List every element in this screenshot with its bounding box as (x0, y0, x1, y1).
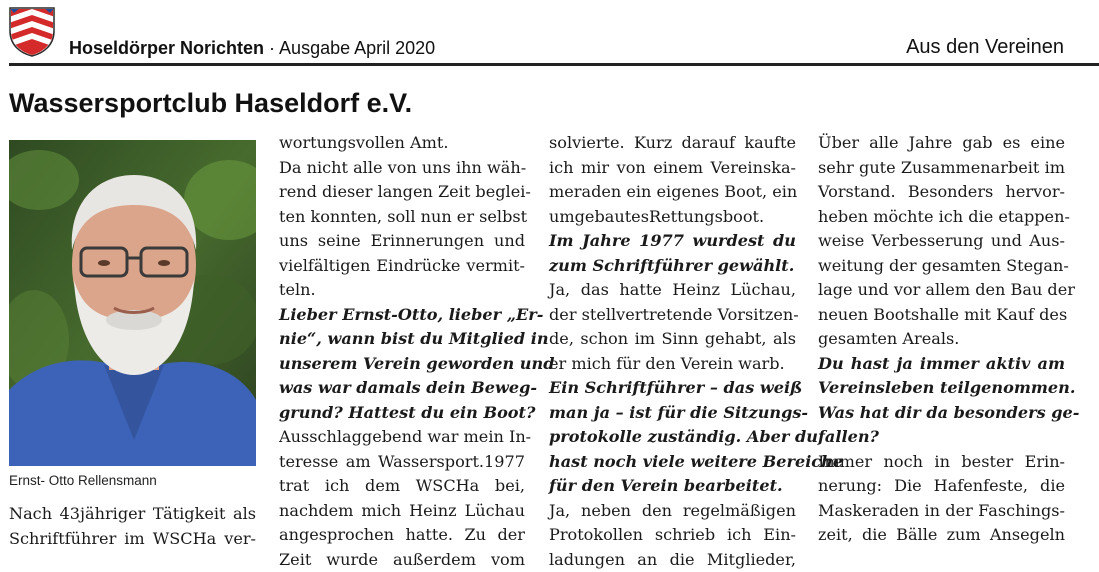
text-column-3 (549, 131, 796, 572)
article-text-line: Ja, das hatte Heinz Lüchau, (549, 278, 796, 303)
article-text-line: Ja, neben den regelmäßigen (549, 499, 796, 524)
article-text-line: er mich für den Verein warb. (549, 352, 796, 377)
interview-question-line: hast noch viele weitere Bereiche (549, 450, 796, 475)
article-text-line: Protokollen schrieb ich Ein- (549, 523, 796, 548)
article-text-line: Maskeraden in der Faschings- (818, 499, 1065, 524)
text-column-2 (279, 131, 525, 572)
coat-of-arms-logo (9, 7, 55, 57)
interview-question-line: Im Jahre 1977 wurdest du (549, 229, 796, 254)
article-text-line: weise Verbesserung und Aus- (818, 229, 1065, 254)
interview-question-line: zum Schriftführer gewählt. (549, 254, 796, 279)
header-separator: · (264, 38, 279, 58)
article-text-line: uns seine Erinnerungen und (279, 229, 525, 254)
issue-label: Ausgabe April 2020 (279, 38, 435, 58)
article-text-line: teresse am Wassersport.1977 (279, 450, 525, 475)
article-text-line: Ausschlaggebend war mein In- (279, 425, 525, 450)
section-label: Aus den Vereinen (906, 36, 1064, 59)
article-text-line: zeit, die Bälle zum Ansegeln (818, 523, 1065, 548)
article-text-line: wortungsvollen Amt. (279, 131, 525, 156)
article-text-line: ich mir von einem Vereinska- (549, 156, 796, 181)
article-text-line: der stellvertretende Vorsitzen- (549, 303, 796, 328)
publication-header (69, 38, 435, 59)
interview-question-line: fallen? (818, 425, 1065, 450)
publication-name: Hoseldörper Norichten (69, 38, 264, 58)
article-text-line: heben möchte ich die etappen- (818, 205, 1065, 230)
interview-question-line: Vereinsleben teilgenommen. (818, 376, 1065, 401)
article-text-line: ten konnten, soll nun er selbst (279, 205, 525, 230)
article-text-line: angesprochen hatte. Zu der (279, 523, 525, 548)
article-text-line: neuen Bootshalle mit Kauf des (818, 303, 1065, 328)
interview-question-line: grund? Hattest du ein Boot? (279, 401, 525, 426)
article-text-line: Immer noch in bester Erin- (818, 450, 1065, 475)
interview-question-line: Ein Schriftführer – das weiß (549, 376, 796, 401)
article-text-line: lage und vor allem den Bau der (818, 278, 1065, 303)
interview-question-line: was war damals dein Beweg- (279, 376, 525, 401)
article-text-line: meraden ein eigenes Boot, ein (549, 180, 796, 205)
article-text-line: gesamten Areals. (818, 327, 1065, 352)
photo-caption: Ernst- Otto Rellensmann (9, 473, 157, 488)
article-text-line: Schriftführer im WSCHa ver- (9, 527, 256, 552)
interview-question-line: man ja – ist für die Sitzungs- (549, 401, 796, 426)
interview-question-line: Lieber Ernst-Otto, lieber „Er- (279, 303, 525, 328)
interview-question-line: für den Verein bearbeitet. (549, 474, 796, 499)
article-text-line: Zeit wurde außerdem vom (279, 548, 525, 572)
text-column-4 (818, 131, 1065, 548)
article-text-line: umgebautesRettungsboot. (549, 205, 796, 230)
article-text-line: weitung der gesamten Stegan- (818, 254, 1065, 279)
article-text-line: solvierte. Kurz darauf kaufte (549, 131, 796, 156)
article-text-line: sehr gute Zusammenarbeit im (818, 156, 1065, 181)
article-text-line: Vorstand. Besonders hervor- (818, 180, 1065, 205)
article-text-line: Da nicht alle von uns ihn wäh- (279, 156, 525, 181)
article-text-line: ladungen an die Mitglieder, (549, 548, 796, 572)
interview-question-line: nie“, wann bist du Mitglied in (279, 327, 525, 352)
text-column-1 (9, 502, 256, 551)
interview-question-line: protokolle zuständig. Aber du (549, 425, 796, 450)
article-text-line: trat ich dem WSCHa bei, (279, 474, 525, 499)
article-text-line: teln. (279, 278, 525, 303)
article-text-line: nerung: Die Hafenfeste, die (818, 474, 1065, 499)
header-divider (9, 63, 1099, 66)
article-text-line: Über alle Jahre gab es eine (818, 131, 1065, 156)
article-text-line: nachdem mich Heinz Lüchau (279, 499, 525, 524)
article-text-line: vielfältigen Eindrücke vermit- (279, 254, 525, 279)
article-text-line: Nach 43jähriger Tätigkeit als (9, 502, 256, 527)
interview-question-line: Was hat dir da besonders ge- (818, 401, 1065, 426)
interview-question-line: Du hast ja immer aktiv am (818, 352, 1065, 377)
article-text-line: de, schon im Sinn gehabt, als (549, 327, 796, 352)
article-title: Wassersportclub Haseldorf e.V. (9, 88, 412, 119)
article-text-line: rend dieser langen Zeit beglei- (279, 180, 525, 205)
portrait-photo (9, 140, 256, 466)
interview-question-line: unserem Verein geworden und (279, 352, 525, 377)
